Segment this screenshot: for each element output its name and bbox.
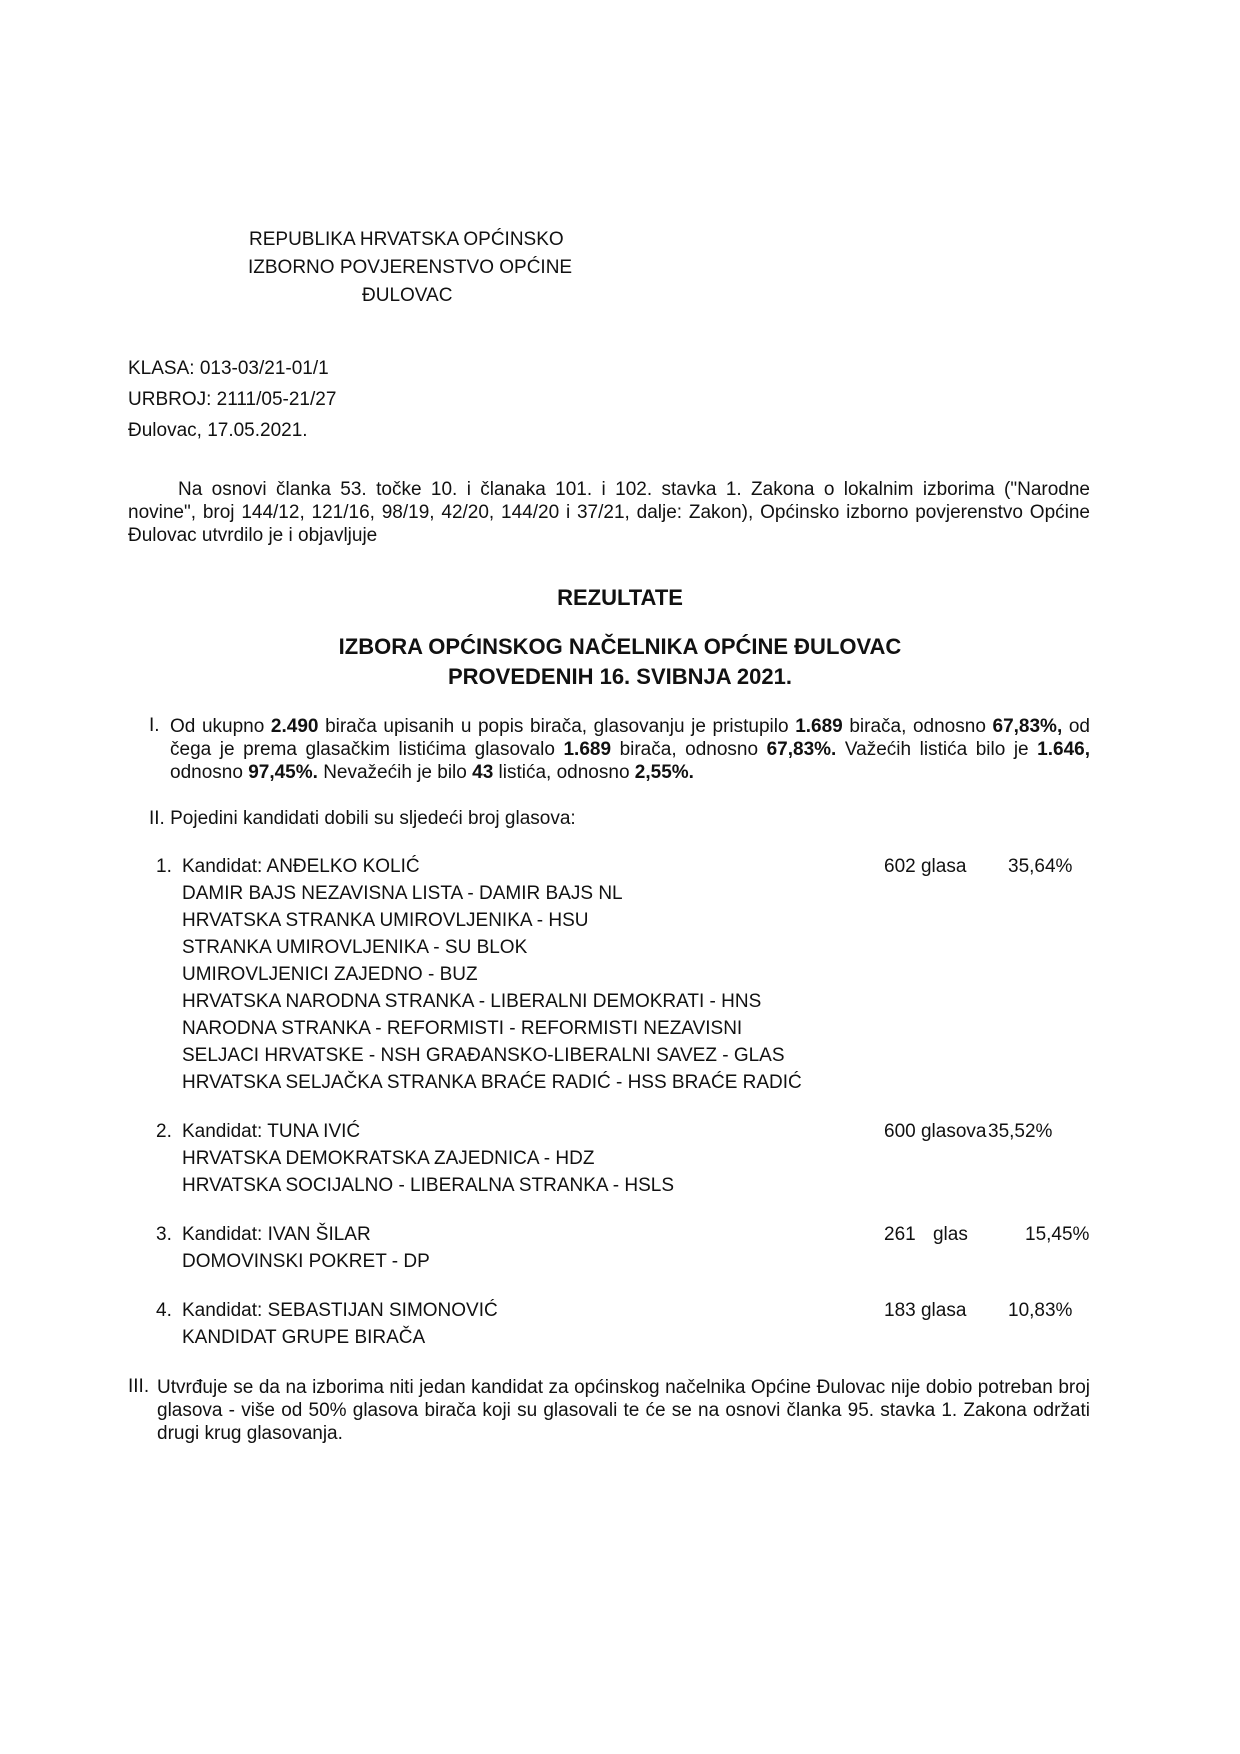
header-line-3: ĐULOVAC xyxy=(362,285,453,306)
candidate-party: NARODNA STRANKA - REFORMISTI - REFORMISTI NEZAVISNI xyxy=(182,1018,743,1039)
section-1-paragraph: Od ukupno 2.490 birača upisanih u popis birača, glasovanju je pristupilo 1.689 birača, odnosno 67,83%, od čega je prema glasačkim listićima glasovalo 1.689 birača, odnosno 67,83%. Važećih listića bilo je 1.646, odnosno 97,45%. Nevažećih je bilo 43 listića, odnosno 2,55%. xyxy=(170,716,1090,783)
candidate-number: 1. xyxy=(156,856,172,877)
candidate-percent: 35,52% xyxy=(988,1121,1053,1142)
candidate-party: DOMOVINSKI POKRET - DP xyxy=(182,1251,430,1272)
title-provedenih: PROVEDENIH 16. SVIBNJA 2021. xyxy=(448,664,792,689)
title-izbora: IZBORA OPĆINSKOG NAČELNIKA OPĆINE ĐULOVAC xyxy=(338,634,902,659)
candidate-party: HRVATSKA SELJAČKA STRANKA BRAĆE RADIĆ - HSS BRAĆE RADIĆ xyxy=(182,1072,802,1093)
section-1-number: I. xyxy=(149,715,160,736)
candidate-votes: 602 glasa xyxy=(884,856,967,877)
header-line-2: IZBORNO POVJERENSTVO OPĆINE xyxy=(248,257,573,278)
candidate-percent: 35,64% xyxy=(1008,856,1073,877)
section-2-heading: II. Pojedini kandidati dobili su sljedeći broj glasova: xyxy=(149,808,576,829)
candidate-party: HRVATSKA SOCIJALNO - LIBERALNA STRANKA - HSLS xyxy=(182,1175,675,1196)
candidate-party: KANDIDAT GRUPE BIRAČA xyxy=(182,1327,426,1348)
intro-paragraph: Na osnovi članka 53. točke 10. i članaka 101. i 102. stavka 1. Zakona o lokalnim izborima ("Narodne novine", broj 144/12, 121/16, 98/19, 42/20, 144/20 i 37/21, dalje: Zakon), Općinsko izborno povjerenstvo Općine Đulovac utvrdilo je i objavljuje xyxy=(128,479,1090,546)
candidate-party: HRVATSKA STRANKA UMIROVLJENIKA - HSU xyxy=(182,910,589,931)
candidate-number: 4. xyxy=(156,1300,172,1321)
title-rezultate: REZULTATE xyxy=(557,585,683,610)
place-date: Đulovac, 17.05.2021. xyxy=(128,420,308,441)
candidate-party: HRVATSKA DEMOKRATSKA ZAJEDNICA - HDZ xyxy=(182,1148,595,1169)
section-3-number: III. xyxy=(128,1376,150,1397)
candidate-party: SELJACI HRVATSKE - NSH GRAĐANSKO-LIBERALNI SAVEZ - GLAS xyxy=(182,1045,785,1066)
candidate-votes: 261 glas xyxy=(884,1224,968,1245)
klasa: KLASA: 013-03/21-01/1 xyxy=(128,358,329,379)
candidate-party: DAMIR BAJS NEZAVISNA LISTA - DAMIR BAJS NL xyxy=(182,883,623,904)
candidate-votes: 600 glasova xyxy=(884,1121,987,1142)
candidate-number: 3. xyxy=(156,1224,172,1245)
candidate-party: STRANKA UMIROVLJENIKA - SU BLOK xyxy=(182,937,528,958)
candidate-number: 2. xyxy=(156,1121,172,1142)
candidate-name: Kandidat: ANĐELKO KOLIĆ xyxy=(182,856,420,877)
candidate-percent: 15,45% xyxy=(1025,1224,1090,1245)
candidate-name: Kandidat: IVAN ŠILAR xyxy=(182,1224,371,1245)
candidate-votes: 183 glasa xyxy=(884,1300,967,1321)
candidate-name: Kandidat: SEBASTIJAN SIMONOVIĆ xyxy=(182,1300,498,1321)
candidate-name: Kandidat: TUNA IVIĆ xyxy=(182,1121,361,1142)
candidate-party: UMIROVLJENICI ZAJEDNO - BUZ xyxy=(182,964,478,985)
candidate-percent: 10,83% xyxy=(1008,1300,1073,1321)
header-line-1: REPUBLIKA HRVATSKA OPĆINSKO xyxy=(249,229,564,250)
urbroj: URBROJ: 2111/05-21/27 xyxy=(128,389,337,410)
candidate-party: HRVATSKA NARODNA STRANKA - LIBERALNI DEMOKRATI - HNS xyxy=(182,991,762,1012)
section-3-paragraph: Utvrđuje se da na izborima niti jedan kandidat za općinskog načelnika Općine Đulovac nije dobio potreban broj glasova - više od 50% glasova birača koji su glasovali te će se na osnovi članka 95. stavka 1. Zakona održati drugi krug glasovanja. xyxy=(157,1377,1090,1444)
